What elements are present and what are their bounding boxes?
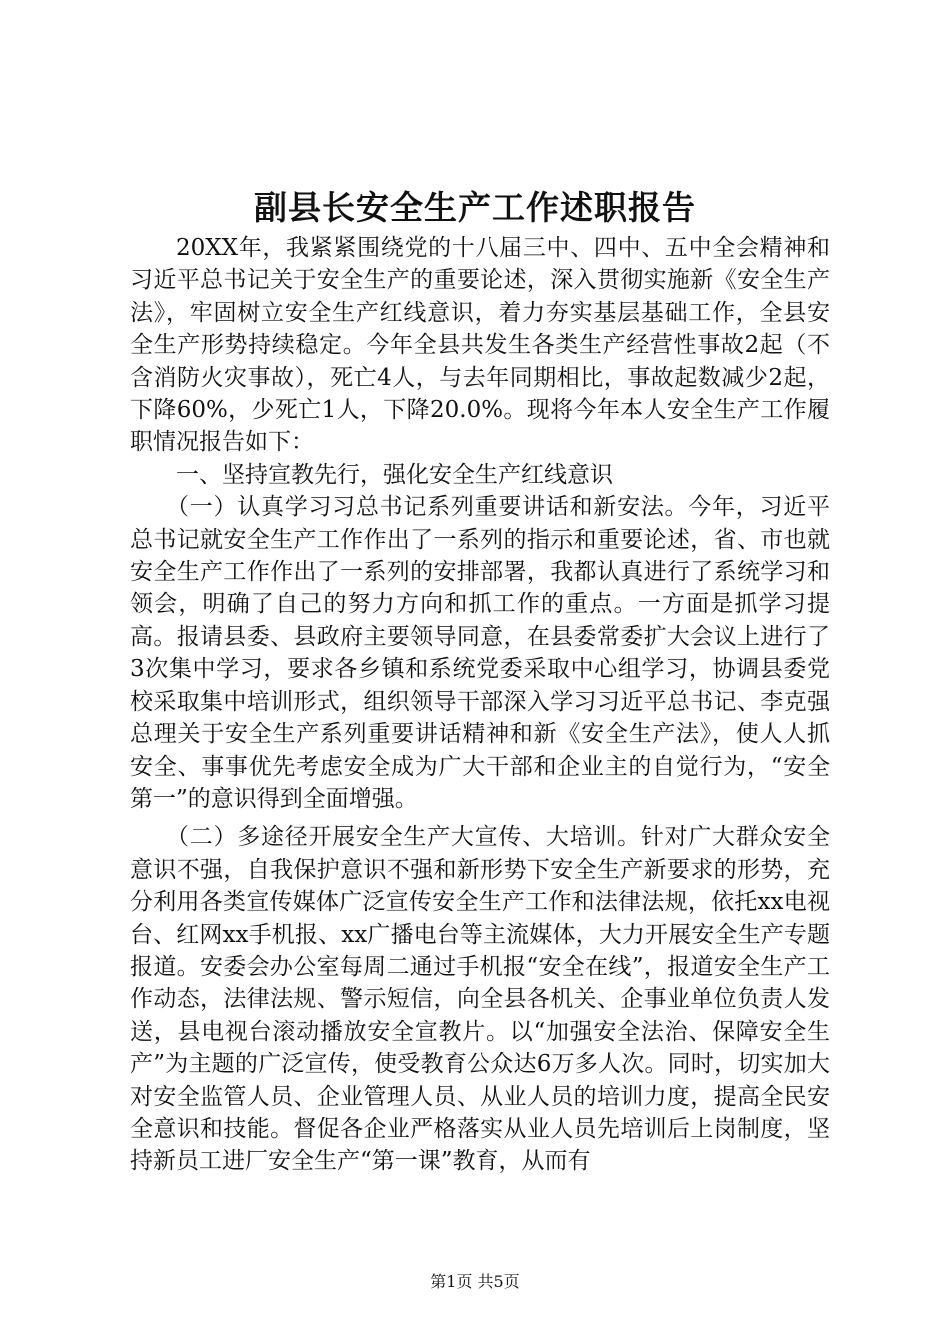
section-heading-1: 一、坚持宣教先行，强化安全生产红线意识 <box>176 461 613 488</box>
page-number-footer: 第1页 共5页 <box>430 1272 520 1291</box>
document-body <box>130 232 830 1178</box>
paragraph-intro: 20XX年，我紧紧围绕党的十八届三中、四中、五中全会精神和习近平总书记关于安全生产的重要论述，深入贯彻实施新《安全生产法》，牢固树立安全生产红线意识，着力夯实基层基础工作，全县安全生产形势持续稳定。今年全县共发生各类生产经营性事故2起（不含消防火灾事故），死亡4人，与去年同期相比，事故起数减少2起，下降60%，少死亡1人，下降20.0%。现将今年本人安全生产工作履职情况报告如下： <box>130 235 830 456</box>
paragraph-subsection-2: （二）多途径开展安全生产大宣传、大培训。针对广大群众安全意识不强，自我保护意识不强和新形势下安全生产新要求的形势，充分利用各类宣传媒体广泛宣传安全生产工作和法律法规，依托xx电视台、红网xx手机报、xx广播电台等主流媒体，大力开展安全生产专题报道。安委会办公室每周二通过手机报“安全在线”，报道安全生产工作动态，法律法规、警示短信，向全县各机关、企事业单位负责人发送，县电视台滚动播放安全宣教片。以“加强安全法治、保障安全生产”为主题的广泛宣传，使受教育公众达6万多人次。同时，切实加大对安全监管人员、企业管理人员、从业人员的培训力度，提高全民安全意识和技能。督促各企业严格落实从业人员先培训后上岗制度，坚持新员工进厂安全生产“第一课”教育，从而有 <box>130 824 830 1175</box>
paragraph-subsection-1: （一）认真学习习总书记系列重要讲话和新安法。今年，习近平总书记就安全生产工作作出了一系列的指示和重要论述，省、市也就安全生产工作作出了一系列的安排部署，我都认真进行了系统学习和领会，明确了自己的努力方向和抓工作的重点。一方面是抓学习提高。报请县委、县政府主要领导同意，在县委常委扩大会议上进行了3次集中学习，要求各乡镇和系统党委采取中心组学习，协调县委党校采取集中培训形式，组织领导干部深入学习习近平总书记、李克强总理关于安全生产系列重要讲话精神和新《安全生产法》，使人人抓安全、事事优先考虑安全成为广大干部和企业主的自觉行为，“安全第一”的意识得到全面增强。 <box>130 494 830 812</box>
document-title: 副县长安全生产工作述职报告 <box>254 188 696 227</box>
